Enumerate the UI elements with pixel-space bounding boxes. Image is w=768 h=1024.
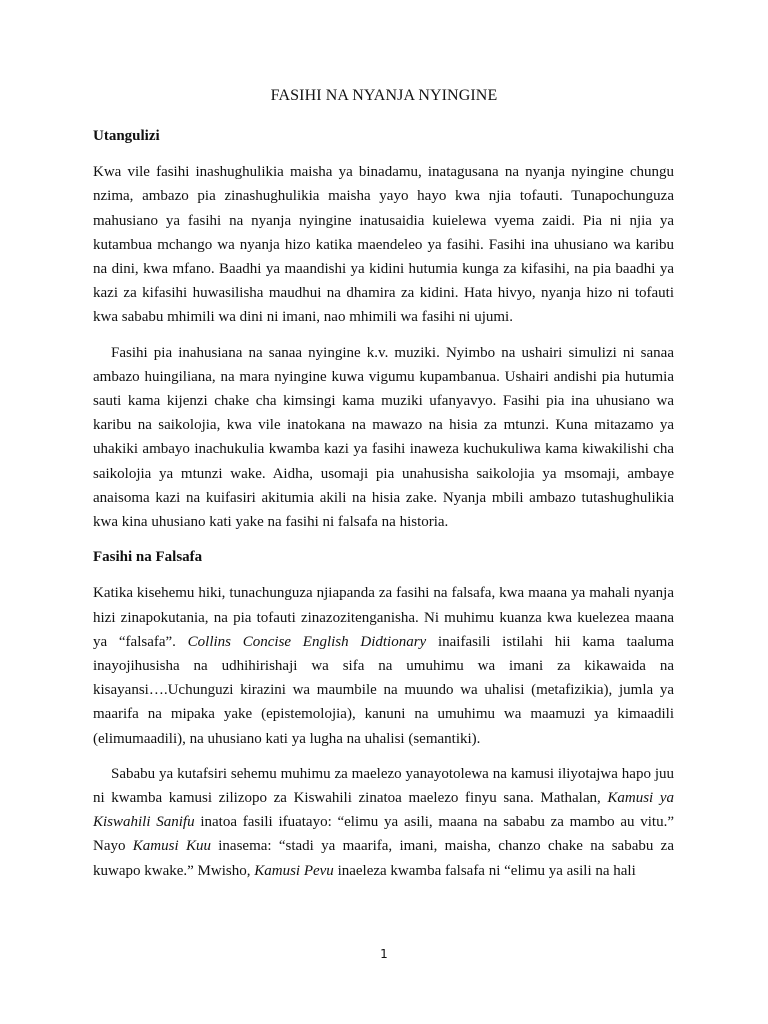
book-title: Collins Concise English Didtionary <box>187 633 427 650</box>
document-title: FASIHI NA NYANJA NYINGINE <box>270 87 498 104</box>
text-run: Katika kisehemu hiki, tunachunguza njiapanda za fasihi na falsafa, kwa maana ya mahali nyanja hizi zinapokutania, na pia tofauti zinazozitenganisha. Ni muhimu kuanza kwa kuelezea maana ya “falsafa”. <box>93 585 674 650</box>
section-heading-utangulizi: Utangulizi <box>93 128 160 144</box>
text-run: Sababu ya kutafsiri sehemu muhimu za maelezo yanayotolewa na kamusi iliyotajwa hapo juu ni kwamba kamusi zilizopo za Kiswahili zinatoa maelezo finyu sana. Mathalan, <box>93 765 674 807</box>
book-title: Kamusi ya Kiswahili Sanifu <box>93 790 674 831</box>
paragraph-falsafa-2 <box>93 762 674 883</box>
paragraph-intro-1: Kwa vile fasihi inashughulikia maisha ya binadamu, inatagusana na nyanja nyingine chungu nzima, ambazo pia zinashughulikia maisha yayo hayo kwa njia tofauti. Tunapochunguza mahusiano ya fasihi na nyanja nyingine inatusaidia kuielewa vyema zaidi. Pia ni njia ya kutambua mchango wa nyanja hizo katika maendeleo ya fasihi. Fasihi ina uhusiano wa karibu na dini, kwa mfano. Baadhi ya maandishi ya kidini hutumia kunga za kifasihi, na pia baadhi ya kazi za kifasihi huwasilisha maudhui na dhamira za kidini. Hata hivyo, nyanja hizo ni tofauti kwa sababu mhimili wa dini ni imani, nao mhimili wa fasihi ni ujumi. <box>93 164 674 326</box>
book-title: Kamusi Pevu <box>254 862 334 879</box>
page-number: 1 <box>380 947 388 961</box>
paragraph-intro-2: Fasihi pia inahusiana na sanaa nyingine k.v. muziki. Nyimbo na ushairi simulizi ni sanaa ambazo huingiliana, na mara nyingine kuwa vigumu kupambanua. Ushairi andishi pia hutumia sauti kama kijenzi chake cha kimsingi kama muziki ufanyavyo. Fasihi pia ina uhusiano wa karibu na saikolojia, kwa vile inatokana na mawazo na hisia za mtunzi. Kuna mitazamo ya uhakiki ambayo inachukulia kwamba kazi ya fasihi inaweza kuchukuliwa kama kiwakilishi cha saikolojia ya mtunzi wake. Aidha, usomaji pia unahusisha saikolojia ya msomaji, ambaye anaisoma kazi na kuifasiri akitumia akili na hisia zake. Nyanja mbili ambazo tutashughulikia kwa kina uhusiano kati yake na fasihi ni falsafa na historia. <box>93 344 674 531</box>
paragraph-falsafa-1 <box>93 581 674 750</box>
section-heading-falsafa: Fasihi na Falsafa <box>93 549 203 566</box>
text-run: inaifasili istilahi hii kama taaluma inayojihusisha na udhihirishaji wa sifa na umuhimu wa imani za kikawaida na kisayansi….Uchunguzi kirazini wa maumbile na muundo wa uhalisi (metafizikia), jumla ya maarifa na mipaka yake (epistemolojia), kanuni na umuhimu wa maamuzi ya kimaadili (elimumaadili), na uhusiano kati ya lugha na uhalisi (semantiki). <box>93 633 674 747</box>
document-body <box>93 124 674 894</box>
book-title: Kamusi Kuu <box>132 838 211 855</box>
text-run: inatoa fasili ifuatayo: “elimu ya asili, maana na sababu za mambo au vitu.” Nayo <box>93 814 674 855</box>
text-run: inaeleza kwamba falsafa ni “elimu ya asili na hali <box>333 862 636 879</box>
text-run: inasema: “stadi ya maarifa, imani, maisha, chanzo chake na sababu za kuwapo kwake.” Mwisho, <box>93 838 674 879</box>
